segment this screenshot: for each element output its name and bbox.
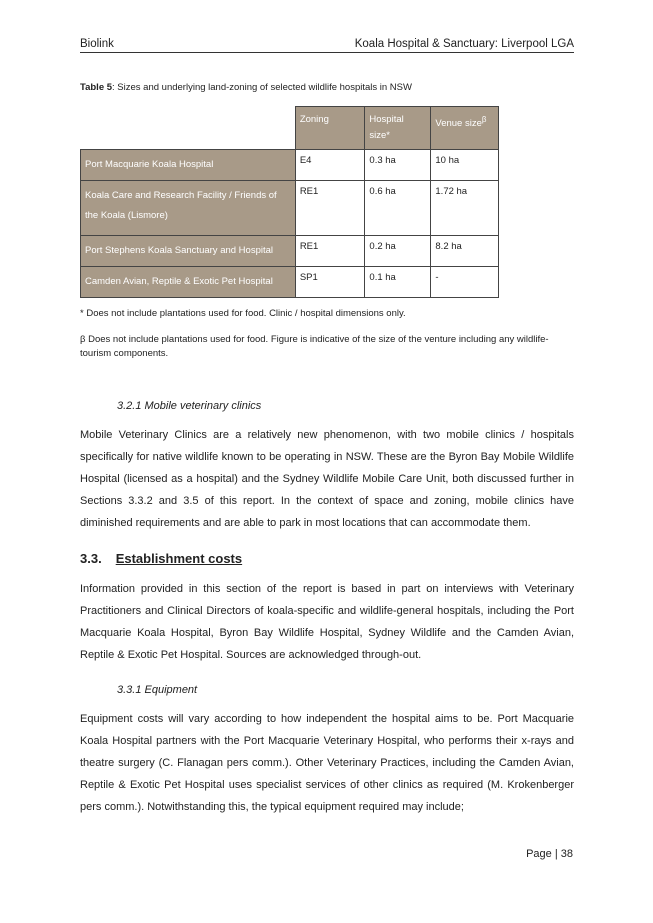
section-title: Establishment costs (115, 551, 243, 566)
row-zoning: RE1 (295, 236, 365, 267)
row-venue-size: 8.2 ha (431, 236, 499, 267)
row-venue-size: 10 ha (431, 150, 499, 181)
page-number: Page | 38 (526, 848, 573, 860)
row-hospital-size: 0.3 ha (365, 150, 431, 181)
table-caption (80, 82, 412, 93)
table-row (81, 236, 499, 267)
row-zoning: RE1 (295, 181, 365, 236)
row-zoning: E4 (295, 150, 365, 181)
col-venue-size (431, 107, 499, 150)
table-note-asterisk: * Does not include plantations used for food. Clinic / hospital dimensions only. (80, 308, 406, 319)
header-right: Koala Hospital & Sanctuary: Liverpool LGA (354, 38, 574, 50)
table-row (81, 181, 499, 236)
section-number: 3.3. (80, 551, 102, 566)
table-header-row (81, 107, 499, 150)
row-name: Port Macquarie Koala Hospital (81, 150, 296, 181)
paragraph-equipment: Equipment costs will vary according to how independent the hospital aims to be. Port Macquarie Koala Hospital partners with the Port Macquarie Veterinary Hospital, who performs their x-rays and theatre surgery (C. Flanagan pers comm.). Other Veterinary Practices, including the Camden Avian, Reptile & Exotic Pet Hospital uses specialist services of other clinics as required (M. Krokenberger pers comm.). Notwithstanding this, the typical equipment required may include; (80, 713, 574, 813)
paragraph-mobile-clinics: Mobile Veterinary Clinics are a relatively new phenomenon, with two mobile clinics / hospitals specifically for native wildlife known to be operating in NSW. These are the Byron Bay Mobile Wildlife Hospital (licensed as a hospital) and the Sydney Wildlife Mobile Care Unit, both discussed further in Sections 3.3.2 and 3.5 of this report. In the context of space and zoning, mobile clinics have diminished requirements and are able to park in most locations that can accommodate them. (80, 429, 574, 529)
subheading-3-3-1: 3.3.1 Equipment (117, 684, 198, 696)
table-5 (80, 106, 499, 298)
row-name: Koala Care and Research Facility / Friends of the Koala (Lismore) (81, 181, 296, 236)
table-note-beta: β Does not include plantations used for food. Figure is indicative of the size of the venture including any wildlife-tourism components. (80, 334, 549, 359)
row-hospital-size: 0.2 ha (365, 236, 431, 267)
page-header (80, 38, 574, 53)
col-hospital-size: Hospital size* (365, 107, 431, 150)
section-heading-3-3 (80, 551, 242, 566)
col-venue-sup: β (481, 115, 487, 124)
row-hospital-size: 0.6 ha (365, 181, 431, 236)
col-venue-size-label: Venue size (435, 118, 482, 130)
paragraph-establishment-costs: Information provided in this section of the report is based in part on interviews with Veterinary Practitioners and Clinical Directors of koala-specific and wildlife-general hospitals, including the Port Macquarie Koala Hospital, Byron Bay Wildlife Hospital, Sydney Wildlife and the Camden Avian, Reptile & Exotic Pet Hospital. Sources are acknowledged through-out. (80, 583, 574, 661)
col-zoning: Zoning (295, 107, 365, 150)
caption-label: Table 5 (80, 82, 113, 93)
header-left: Biolink (80, 38, 114, 50)
row-name: Camden Avian, Reptile & Exotic Pet Hospital (81, 267, 296, 298)
row-venue-size: 1.72 ha (431, 181, 499, 236)
table-row (81, 267, 499, 298)
row-name: Port Stephens Koala Sanctuary and Hospital (81, 236, 296, 267)
row-venue-size: - (431, 267, 499, 298)
row-zoning: SP1 (295, 267, 365, 298)
table-corner (81, 107, 296, 150)
subheading-3-2-1: 3.2.1 Mobile veterinary clinics (117, 400, 262, 412)
row-hospital-size: 0.1 ha (365, 267, 431, 298)
caption-text: : Sizes and underlying land-zoning of selected wildlife hospitals in NSW (112, 82, 412, 93)
table-row (81, 150, 499, 181)
